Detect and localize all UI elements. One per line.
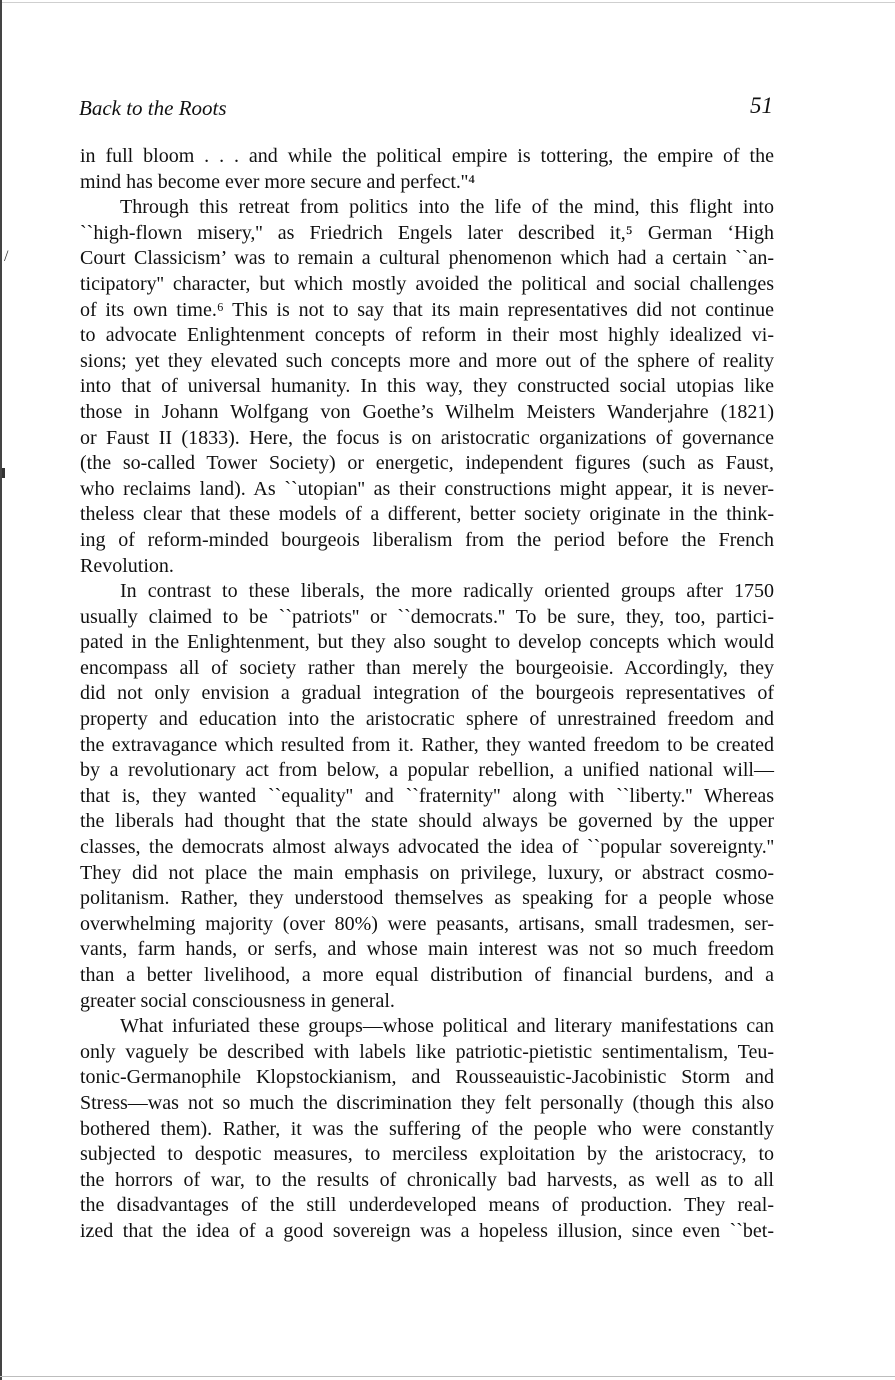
text-line: (the so-called Tower Society) or energetic, independent figures (such as Faust, <box>80 452 774 475</box>
text-line: ized that the idea of a good sovereign was a hopeless illusion, since even ``bet- <box>80 1219 774 1242</box>
text-line: They did not place the main emphasis on privilege, luxury, or abstract cosmo- <box>80 861 774 884</box>
text-line: than a better livelihood, a more equal distribution of financial burdens, and a <box>80 964 774 986</box>
text-line: In contrast to these liberals, the more radically oriented groups after 1750 <box>120 580 774 603</box>
text-line: in full bloom . . . and while the political empire is tottering, the empire of the <box>80 145 774 167</box>
text-line: into that of universal humanity. In this way, they constructed social utopias like <box>80 375 774 398</box>
text-line: usually claimed to be ``patriots'' or ``democrats.'' To be sure, they, too, partici- <box>80 605 774 628</box>
text-line: the extravagance which resulted from it. Rather, they wanted freedom to be created <box>80 733 774 756</box>
text-line: What infuriated these groups—whose political and literary manifestations can <box>120 1015 774 1038</box>
text-line: of its own time.⁶ This is not to say that its main representatives did not continue <box>80 298 774 321</box>
text-line: did not only envision a gradual integration of the bourgeois representatives of <box>80 682 774 705</box>
page-number: 51 <box>750 93 773 118</box>
edge-mark <box>2 468 5 478</box>
text-line: classes, the democrats almost always advocated the idea of ``popular sovereignty.'' <box>80 836 774 859</box>
text-line: to advocate Enlightenment concepts of reform in their most highly idealized vi- <box>80 324 774 347</box>
text-line: property and education into the aristocratic sphere of unrestrained freedom and <box>80 708 774 731</box>
body-text <box>80 144 774 1245</box>
text-line: Court Classicism’ was to remain a cultural phenomenon which had a certain ``an- <box>80 247 774 270</box>
text-line: ticipatory'' character, but which mostly avoided the political and social challenges <box>80 272 774 295</box>
text-line: tonic-Germanophile Klopstockianism, and Rousseauistic-Jacobinistic Storm and <box>80 1066 774 1089</box>
text-line: that is, they wanted ``equality'' and ``fraternity'' along with ``liberty.'' Whereas <box>80 784 774 807</box>
text-line: or Faust II (1833). Here, the focus is on aristocratic organizations of governance <box>80 426 774 449</box>
text-line: greater social consciousness in general. <box>80 989 395 1012</box>
scan-edge <box>0 0 2 1380</box>
text-line: who reclaims land). As ``utopian'' as their constructions might appear, it is never- <box>80 477 774 500</box>
text-line: subjected to despotic measures, to merciless exploitation by the aristocracy, to <box>80 1143 774 1166</box>
text-line: the horrors of war, to the results of chronically bad harvests, as well as to all <box>80 1168 774 1191</box>
text-line: Stress—was not so much the discrimination they felt personally (though this also <box>80 1091 774 1114</box>
text-line: encompass all of society rather than merely the bourgeoisie. Accordingly, they <box>80 656 774 679</box>
text-line: Through this retreat from politics into the life of the mind, this flight into <box>120 196 774 219</box>
page-header <box>79 93 773 124</box>
text-line: mind has become ever more secure and perfect.''⁴ <box>80 170 476 193</box>
text-line: vants, farm hands, or serfs, and whose main interest was not so much freedom <box>80 938 774 961</box>
text-line: bothered them). Rather, it was the suffering of the people who were constantly <box>80 1117 774 1140</box>
top-rule <box>0 2 895 3</box>
margin-mark: / <box>4 248 9 265</box>
text-line: theless clear that these models of a different, better society originate in the think- <box>80 503 774 526</box>
text-line: politanism. Rather, they understood themselves as speaking for a people whose <box>80 887 774 910</box>
text-line: by a revolutionary act from below, a popular rebellion, a unified national will— <box>80 759 774 782</box>
text-line: pated in the Enlightenment, but they also sought to develop concepts which would <box>80 631 774 654</box>
text-line: those in Johann Wolfgang von Goethe’s Wilhelm Meisters Wanderjahre (1821) <box>80 400 774 423</box>
text-line: Revolution. <box>80 554 174 577</box>
text-line: overwhelming majority (over 80%) were peasants, artisans, small tradesmen, ser- <box>80 912 774 935</box>
running-title: Back to the Roots <box>79 96 227 120</box>
text-line: sions; yet they elevated such concepts more and more out of the sphere of reality <box>80 349 774 372</box>
text-line: the disadvantages of the still underdeveloped means of production. They real- <box>80 1194 774 1217</box>
text-line: the liberals had thought that the state should always be governed by the upper <box>80 810 774 833</box>
bottom-rule <box>0 1376 895 1377</box>
text-line: ``high-flown misery,'' as Friedrich Engels later described it,⁵ German ‘High <box>80 221 774 244</box>
text-line: only vaguely be described with labels like patriotic-pietistic sentimentalism, Teu- <box>80 1040 774 1063</box>
text-line: ing of reform-minded bourgeois liberalism from the period before the French <box>80 528 774 551</box>
